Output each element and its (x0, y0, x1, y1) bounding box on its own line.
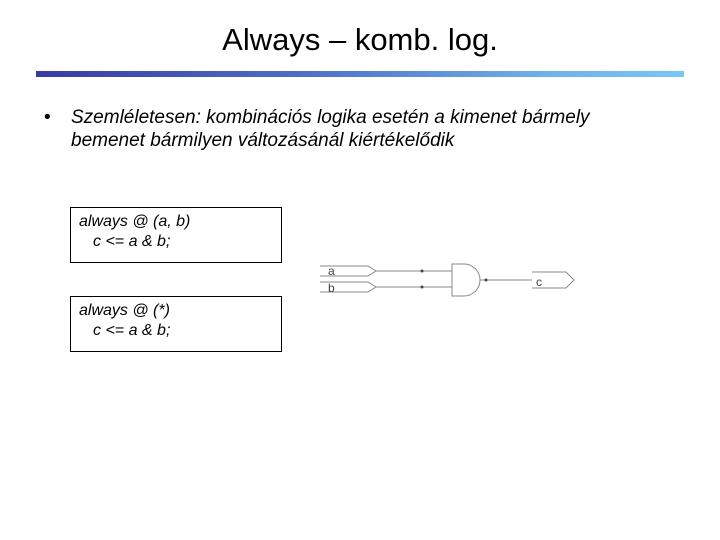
title-underline-bar (36, 71, 684, 77)
code-line-assignment: c <= a & b; (93, 233, 171, 250)
code-line-always: always @ (a, b) (79, 213, 191, 230)
input-label-b: b (328, 281, 335, 295)
code-line-assignment: c <= a & b; (93, 322, 171, 339)
slide-title: Always – komb. log. (222, 22, 498, 57)
and-gate-schematic (318, 258, 578, 308)
output-label-c: c (536, 275, 542, 289)
bullet-dot: • (44, 107, 51, 128)
input-label-a: a (328, 264, 335, 278)
code-block-explicit-sensitivity (70, 207, 282, 263)
wire-b-junction (421, 286, 424, 289)
wire-c-junction (485, 279, 488, 282)
code-line-always: always @ (*) (79, 302, 170, 319)
bullet-text: Szemléletesen: kombinációs logika esetén a kimenet bármely bemenet bármilyen változásánál kiértékelődik (71, 107, 590, 151)
bullet-item (44, 106, 664, 152)
and-gate-body (452, 264, 480, 296)
code-block-wildcard-sensitivity (70, 296, 282, 352)
wire-a-junction (421, 270, 424, 273)
